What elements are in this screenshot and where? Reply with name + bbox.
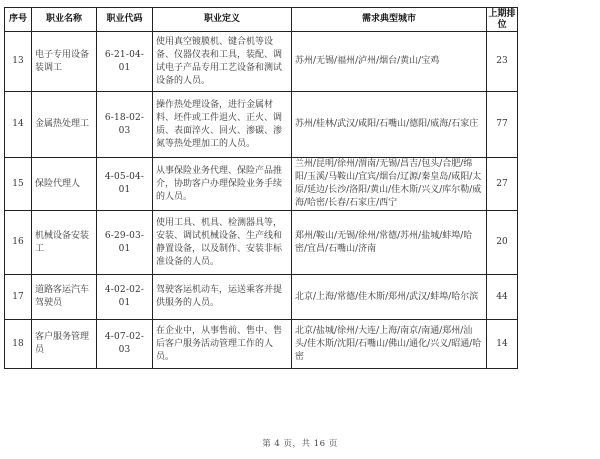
cell-prev-rank: 20 <box>487 211 518 275</box>
cell-name: 道路客运汽车驾驶员 <box>32 275 97 320</box>
table-header-row <box>5 8 518 32</box>
cell-no: 13 <box>5 32 32 92</box>
header-name: 职业名称 <box>32 8 97 32</box>
cell-name: 客户服务管理员 <box>32 320 97 369</box>
header-no: 序号 <box>5 8 32 32</box>
cell-name: 金属热处理工 <box>32 92 97 158</box>
cell-definition: 操作热处理设备，进行金属材料、坯件或工件退火、正火、调质、表面淬火、回火、渗碳、渗氮等热处理加工的人员。 <box>153 92 292 158</box>
cell-name: 保险代理人 <box>32 158 97 211</box>
cell-code: 6-29-03-01 <box>97 211 153 275</box>
cell-definition: 使用工具、机具、检测器具等，安装、调试机械设备、生产线和静置设备，以及制作、安装非标准设备的人员。 <box>153 211 292 275</box>
header-prev-rank: 上期排位 <box>488 8 516 30</box>
cell-definition: 驾驶客运机动车，运送乘客并提供服务的人员。 <box>153 275 292 320</box>
occupation-demand-table <box>4 7 518 369</box>
table-row <box>5 32 518 92</box>
cell-code: 4-05-04-01 <box>97 158 153 211</box>
cell-code: 6-18-02-03 <box>97 92 153 158</box>
cell-cities: 苏州/桂林/武汉/咸阳/石嘴山/德阳/威海/石家庄 <box>292 92 487 158</box>
cell-prev-rank: 44 <box>487 275 518 320</box>
cell-code: 4-02-02-01 <box>97 275 153 320</box>
cell-name: 机械设备安装工 <box>32 211 97 275</box>
cell-no: 15 <box>5 158 32 211</box>
cell-cities: 郑州/鞍山/无锡/徐州/常德/苏州/盐城/蚌埠/哈密/宜昌/石嘴山/济南 <box>292 211 487 275</box>
cell-no: 14 <box>5 92 32 158</box>
cell-name: 电子专用设备装调工 <box>32 32 97 92</box>
table-row <box>5 320 518 369</box>
cell-cities: 北京/盐城/徐州/大连/上海/南京/南通/郑州/汕头/佳木斯/沈阳/石嘴山/佛山/通化/兴义/昭通/哈密 <box>292 320 487 369</box>
table-row <box>5 92 518 158</box>
page-number-footer: 第 4 页，共 16 页 <box>262 439 338 449</box>
cell-prev-rank: 23 <box>487 32 518 92</box>
header-definition: 职业定义 <box>153 8 292 32</box>
table-row <box>5 275 518 320</box>
cell-no: 16 <box>5 211 32 275</box>
cell-definition: 从事保险业务代理、保险产品推介，协助客户办理保险业务手续的人员。 <box>153 158 292 211</box>
cell-prev-rank: 77 <box>487 92 518 158</box>
cell-prev-rank: 14 <box>487 320 518 369</box>
cell-code: 6-21-04-01 <box>97 32 153 92</box>
cell-no: 17 <box>5 275 32 320</box>
cell-prev-rank: 27 <box>487 158 518 211</box>
cell-cities: 兰州/昆明/徐州/渭南/无锡/昌吉/包头/合肥/绵阳/玉溪/马鞍山/宜宾/烟台/辽源/秦皇岛/咸阳/太原/延边/长沙/洛阳/黄山/佳木斯/兴义/库尔勒/威海/哈密/长春/石家庄/西宁 <box>292 158 487 211</box>
table-row <box>5 211 518 275</box>
cell-cities: 苏州/无锡/福州/泸州/烟台/黄山/宝鸡 <box>292 32 487 92</box>
cell-definition: 使用真空镀膜机、键合机等设备、仪器仪表和工具，装配、调试电子产品专用工艺设备和测试设备的人员。 <box>153 32 292 92</box>
cell-no: 18 <box>5 320 32 369</box>
header-cities: 需求典型城市 <box>292 8 487 32</box>
table-row <box>5 158 518 211</box>
cell-definition: 在企业中，从事售前、售中、售后客户服务活动管理工作的人员。 <box>153 320 292 369</box>
header-code: 职业代码 <box>97 8 153 32</box>
cell-cities: 北京/上海/常德/佳木斯/郑州/武汉/蚌埠/哈尔滨 <box>292 275 487 320</box>
cell-code: 4-07-02-03 <box>97 320 153 369</box>
